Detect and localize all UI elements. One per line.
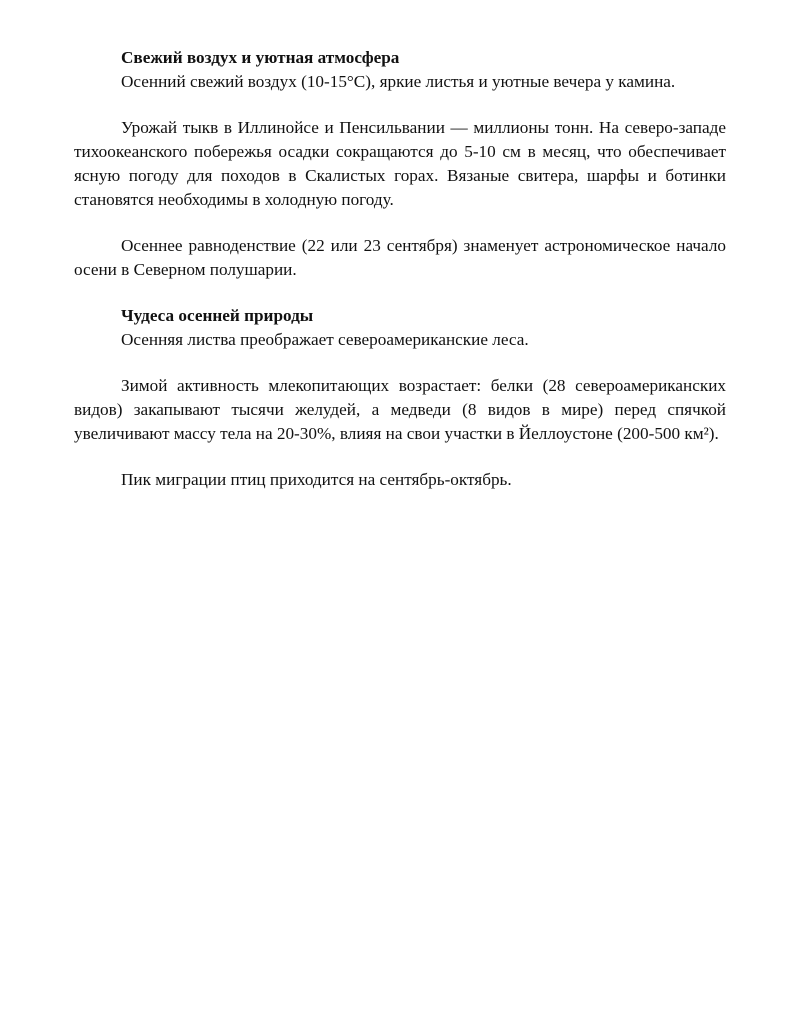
section-heading: Свежий воздух и уютная атмосфера bbox=[121, 48, 400, 67]
section-heading: Чудеса осенней природы bbox=[121, 306, 314, 325]
section-autumn-nature bbox=[74, 304, 726, 492]
paragraph: Пик миграции птиц приходится на сентябрь-октябрь. bbox=[121, 470, 512, 489]
section-lead: Осенний свежий воздух (10-15°C), яркие листья и уютные вечера у камина. bbox=[121, 72, 676, 91]
paragraph: Зимой активность млекопитающих возрастает: белки (28 североамериканских видов) закапывают тысячи желудей, а медведи (8 видов в мире) перед спячкой увеличивают массу тела на 20-30%, влияя на свои участки в Йеллоустоне (200-500 км²). bbox=[74, 376, 726, 443]
paragraph: Урожай тыкв в Иллинойсе и Пенсильвании — миллионы тонн. На северо-западе тихоокеанского побережья осадки сокращаются до 5-10 см в месяц, что обеспечивает ясную погоду для походов в Скалистых горах. Вязаные свитера, шарфы и ботинки становятся необходимы в холодную погоду. bbox=[74, 118, 726, 209]
section-fresh-air bbox=[74, 46, 726, 282]
section-lead: Осенняя листва преображает североамериканские леса. bbox=[121, 330, 529, 349]
document-body bbox=[74, 46, 726, 492]
paragraph: Осеннее равноденствие (22 или 23 сентября) знаменует астрономическое начало осени в Северном полушарии. bbox=[74, 236, 726, 279]
